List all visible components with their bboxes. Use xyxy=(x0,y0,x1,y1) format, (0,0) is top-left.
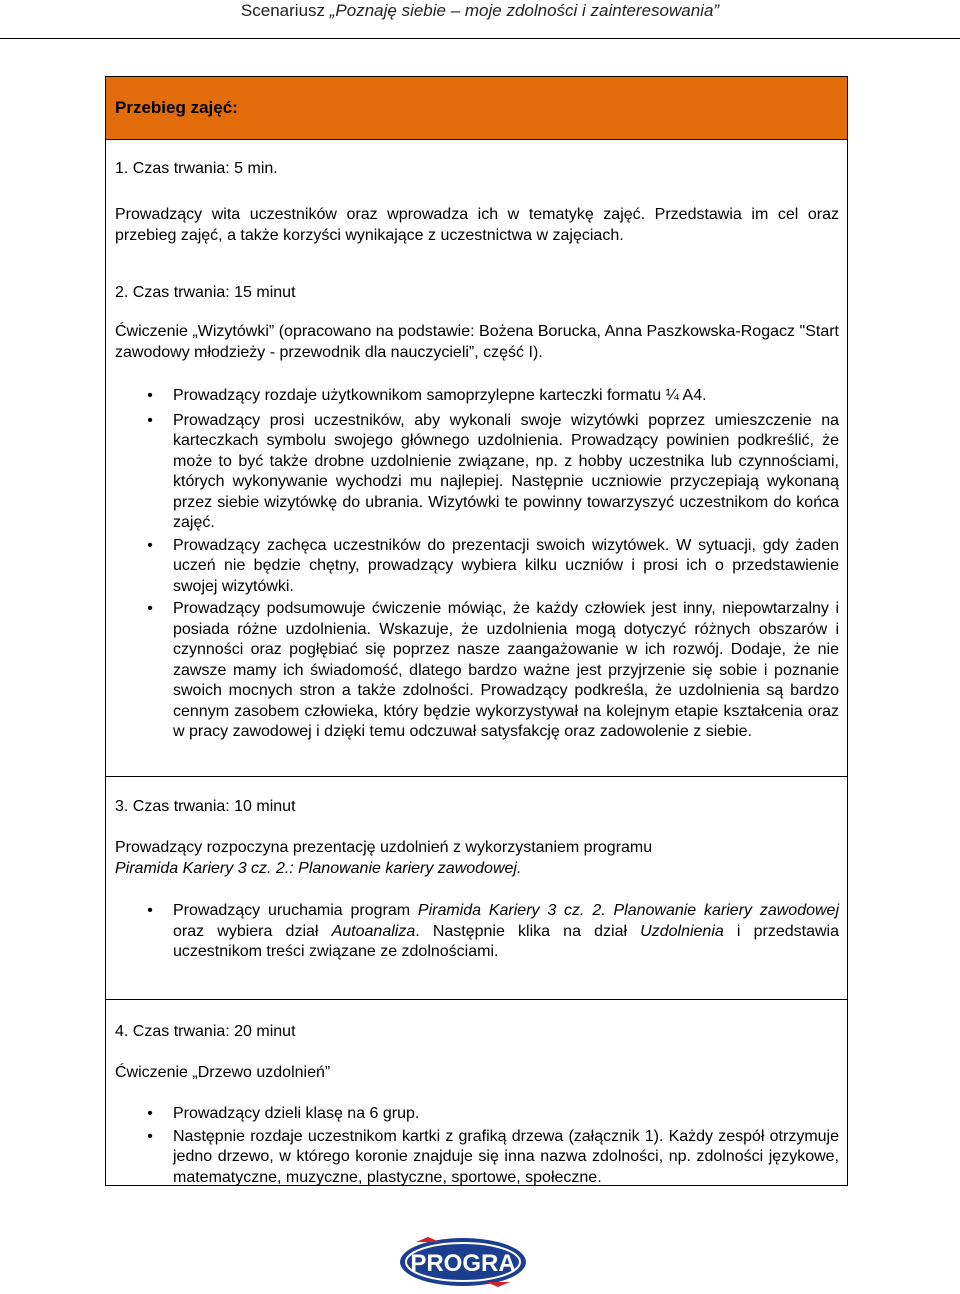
logo-red-accent xyxy=(416,1237,440,1242)
bullet-icon: • xyxy=(147,600,153,617)
bullet-icon: • xyxy=(147,902,153,919)
header-prefix: Scenariusz xyxy=(240,1,330,20)
section-divider xyxy=(106,776,847,777)
list-item: • Następnie rozdaje uczestnikom kartki z grafiką drzewa (załącznik 1). Każdy zespół otrzymuje jedno drzewo, w którego koronie znajduje się inna nazwa zdolności, np. zdolności językowe, matematyczne, muzyczne, plastyczne, sportowe, społeczne. xyxy=(173,1127,839,1189)
part4-intro: Ćwiczenie „Drzewo uzdolnień” xyxy=(115,1064,331,1081)
list-item: • Prowadzący podsumowuje ćwiczenie mówiąc, że każdy człowiek jest inny, niepowtarzalny i posiada różne uzdolnienia. Wskazuje, że uzdolnienia mogą dotyczyć różnych obszarów i czynności oraz pogłębiać się poprzez nasze zaangażowanie w ich rozwój. Dodaje, że nie zawsze mamy ich świadomość, dlatego bardzo ważne jest przyjrzenie się sobie i poznanie swoich mocnych stron a także zdolności. Prowadzący podkreśla, że uzdolnienia są bardzo cennym zasobem człowieka, który będzie wykorzystywał na kolejnym etapie kształcenia oraz w pracy zawodowej i dzięki temu odczuwał satysfakcję oraz zadowolenie z siebie. xyxy=(173,599,839,743)
part2-heading: 2. Czas trwania: 15 minut xyxy=(115,284,296,301)
part3-heading: 3. Czas trwania: 10 minut xyxy=(115,798,296,815)
list-item: • Prowadzący zachęca uczestników do prezentacji swoich wizytówek. W sytuacji, gdy żaden uczeń nie będzie chętny, prowadzący wybiera kilku uczniów i prosi ich o przedstawienie swojej wizytówki. xyxy=(173,536,839,598)
part2-bullet-list xyxy=(147,386,839,743)
logo-red-accent-bottom xyxy=(486,1282,510,1287)
part1-heading: 1. Czas trwania: 5 min. xyxy=(115,160,278,177)
section-divider xyxy=(106,999,847,1000)
progra-logo xyxy=(398,1236,528,1288)
list-item: • Prowadzący dzieli klasę na 6 grup. xyxy=(173,1104,839,1125)
part2-intro: Ćwiczenie „Wizytówki” (opracowano na podstawie: Bożena Borucka, Anna Paszkowska-Rogacz "Start zawodowy młodzieży - przewodnik dla nauczycieli”, część I). xyxy=(115,323,839,361)
bullet-icon: • xyxy=(147,536,153,554)
logo-wordmark: PROGRA xyxy=(410,1250,516,1277)
header-rule xyxy=(0,38,960,39)
list-item: • Prowadzący rozdaje użytkownikom samoprzylepne karteczki formatu ¼ A4. xyxy=(173,386,839,407)
page-header xyxy=(0,0,960,21)
part4-heading: 4. Czas trwania: 20 minut xyxy=(115,1023,296,1040)
part3-intro: Prowadzący rozpoczyna prezentację uzdolnień z wykorzystaniem programu Piramida Kariery 3 cz. 2.: Planowanie kariery zawodowej. xyxy=(115,839,653,877)
list-item: • Prowadzący uruchamia program Piramida Kariery 3 cz. 2. Planowanie kariery zawodowej oraz wybiera dział Autoanaliza. Następnie klika na dział Uzdolnienia i przedstawia uczestnikom treści związane ze zdolnościami. xyxy=(173,901,839,963)
bullet-icon: • xyxy=(147,1127,153,1145)
section-title: Przebieg zajęć: xyxy=(115,98,238,117)
part3-bullet-list xyxy=(147,901,840,963)
bullet-icon: • xyxy=(147,387,153,404)
bullet-icon: • xyxy=(147,411,153,429)
part4-bullet-list xyxy=(147,1104,839,1188)
header-title: „Poznaję siebie – moje zdolności i zainteresowania” xyxy=(329,1,720,20)
bullet-icon: • xyxy=(147,1105,153,1122)
list-item: • Prowadzący prosi uczestników, aby wykonali swoje wizytówki poprzez umieszczenie na karteczkach symbolu swojego głównego uzdolnienia. Prowadzący powinien podkreślić, że może to być także drobne uzdolnienie związane, np. z hobby uczestnika lub czynnościami, których wykonywanie wychodzi mu najlepiej. Następnie uczniowie przyczepiają wykonaną przez siebie wizytówkę do ubrania. Wizytówki te powinny towarzyszyć uczestnikom do końca zajęć. xyxy=(173,411,839,534)
content-frame xyxy=(105,76,848,1186)
section-bar xyxy=(106,77,847,140)
part1-text: Prowadzący wita uczestników oraz wprowadza ich w tematykę zajęć. Przedstawia im cel oraz przebieg zajęć, a także korzyści wynikające z uczestnictwa w zajęciach. xyxy=(115,206,839,244)
